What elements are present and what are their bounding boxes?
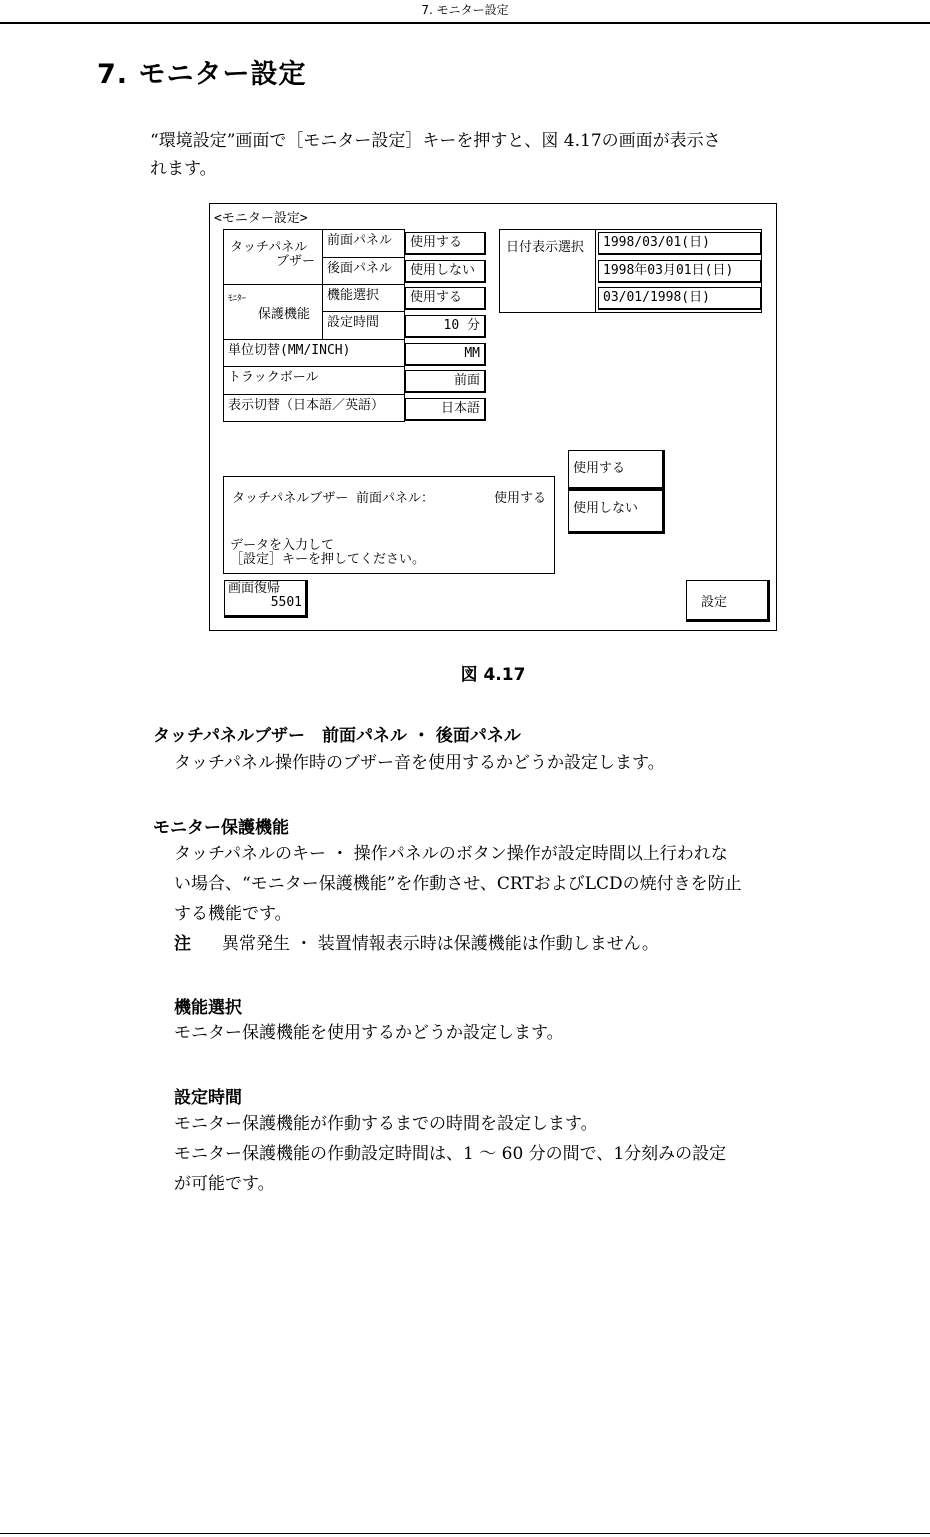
screen-return-button[interactable] bbox=[224, 580, 308, 618]
touch-panel-label: タッチパネル bbox=[230, 240, 308, 255]
figure-caption-text: 図 4.17 bbox=[460, 665, 526, 685]
unit-value[interactable]: MM bbox=[405, 343, 486, 366]
time-text-1: モニター保護機能が作動するまでの時間を設定します。 bbox=[174, 1114, 598, 1134]
set-time-value[interactable]: 10 分 bbox=[405, 315, 486, 338]
buzzer-heading: タッチパネルブザー 前面パネル ・ 後面パネル bbox=[153, 726, 521, 746]
intro-line-2: れます。 bbox=[150, 159, 217, 179]
set-button[interactable]: 設定 bbox=[686, 580, 770, 622]
time-text-2: モニター保護機能の作動設定時間は、1 ～ 60 分の間で、1分刻みの設定 bbox=[174, 1144, 727, 1164]
monitor-text-2: い場合、“モニター保護機能”を作動させ、CRTおよびLCDの焼付きを防止 bbox=[174, 874, 742, 894]
function-select-heading: 機能選択 bbox=[174, 998, 242, 1018]
monitor-text-1: タッチパネルのキー ・ 操作パネルのボタン操作が設定時間以上行われな bbox=[174, 844, 728, 864]
choice-not-use-button[interactable]: 使用しない bbox=[568, 490, 665, 534]
date-option-2[interactable]: 1998年03月01日(日) bbox=[598, 260, 762, 283]
monitor-text-3: する機能です。 bbox=[174, 904, 292, 924]
front-panel-value[interactable]: 使用する bbox=[405, 232, 486, 255]
monitor-description bbox=[174, 839, 854, 959]
unit-label: 単位切替(MM/INCH) bbox=[223, 339, 405, 367]
buzzer-text: タッチパネル操作時のブザー音を使用するかどうか設定します。 bbox=[174, 753, 665, 773]
message-box bbox=[223, 476, 555, 574]
trackball-label: トラックボール bbox=[223, 366, 405, 395]
date-option-1[interactable]: 1998/03/01(日) bbox=[598, 232, 762, 255]
intro-paragraph bbox=[150, 127, 840, 183]
intro-line-1: “環境設定”画面で［モニター設定］キーを押すと、図 4.17の画面が表示さ bbox=[150, 131, 721, 151]
set-time-description bbox=[174, 1109, 854, 1199]
function-select-value[interactable]: 使用する bbox=[405, 287, 486, 310]
screen-return-code: 5501 bbox=[270, 595, 302, 610]
choice-use-button[interactable]: 使用する bbox=[568, 450, 665, 490]
note-line bbox=[174, 929, 854, 959]
monitor-settings-screen bbox=[209, 203, 777, 631]
function-select-text: モニター保護機能を使用するかどうか設定します。 bbox=[174, 1023, 564, 1043]
running-header bbox=[0, 0, 930, 24]
function-select-label: 機能選択 bbox=[322, 284, 405, 312]
chapter-title: 7. モニター設定 bbox=[97, 59, 307, 90]
date-option-3[interactable]: 03/01/1998(日) bbox=[598, 287, 762, 310]
display-switch-value[interactable]: 日本語 bbox=[405, 398, 486, 421]
time-text-3: が可能です。 bbox=[174, 1174, 275, 1194]
rear-panel-value[interactable]: 使用しない bbox=[405, 260, 486, 283]
footer-rule bbox=[0, 1533, 930, 1534]
trackball-value[interactable]: 前面 bbox=[405, 370, 486, 393]
monitor-label-small: ﾓﾆﾀｰ bbox=[228, 294, 247, 304]
date-display-group bbox=[499, 229, 596, 313]
screen-title: <モニター設定> bbox=[214, 211, 308, 226]
message-value: 使用する bbox=[494, 491, 547, 506]
message-line: タッチパネルブザー 前面パネル： bbox=[232, 491, 435, 506]
monitor-heading: モニター保護機能 bbox=[153, 818, 289, 838]
set-time-label: 設定時間 bbox=[322, 311, 405, 340]
note-text: 異常発生 ・ 装置情報表示時は保護機能は作動しません。 bbox=[222, 934, 659, 954]
figure-caption bbox=[0, 660, 930, 685]
running-header-title: 7. モニター設定 bbox=[421, 3, 509, 17]
buzzer-label: ブザー bbox=[276, 254, 316, 269]
screen-return-label: 画面復帰 bbox=[228, 581, 281, 596]
display-switch-label: 表示切替（日本語／英語） bbox=[223, 394, 405, 422]
monitor-protect-label: 保護機能 bbox=[258, 307, 311, 322]
touch-panel-buzzer-group bbox=[223, 229, 323, 285]
date-display-label: 日付表示選択 bbox=[506, 240, 585, 255]
set-time-heading: 設定時間 bbox=[174, 1088, 242, 1108]
message-help-2: ［設定］キーを押してください。 bbox=[230, 552, 426, 567]
message-help-1: データを入力して bbox=[230, 538, 335, 553]
front-panel-label: 前面パネル bbox=[322, 229, 405, 258]
note-label: 注 bbox=[174, 934, 191, 954]
monitor-protect-group bbox=[223, 284, 323, 340]
rear-panel-label: 後面パネル bbox=[322, 257, 405, 285]
